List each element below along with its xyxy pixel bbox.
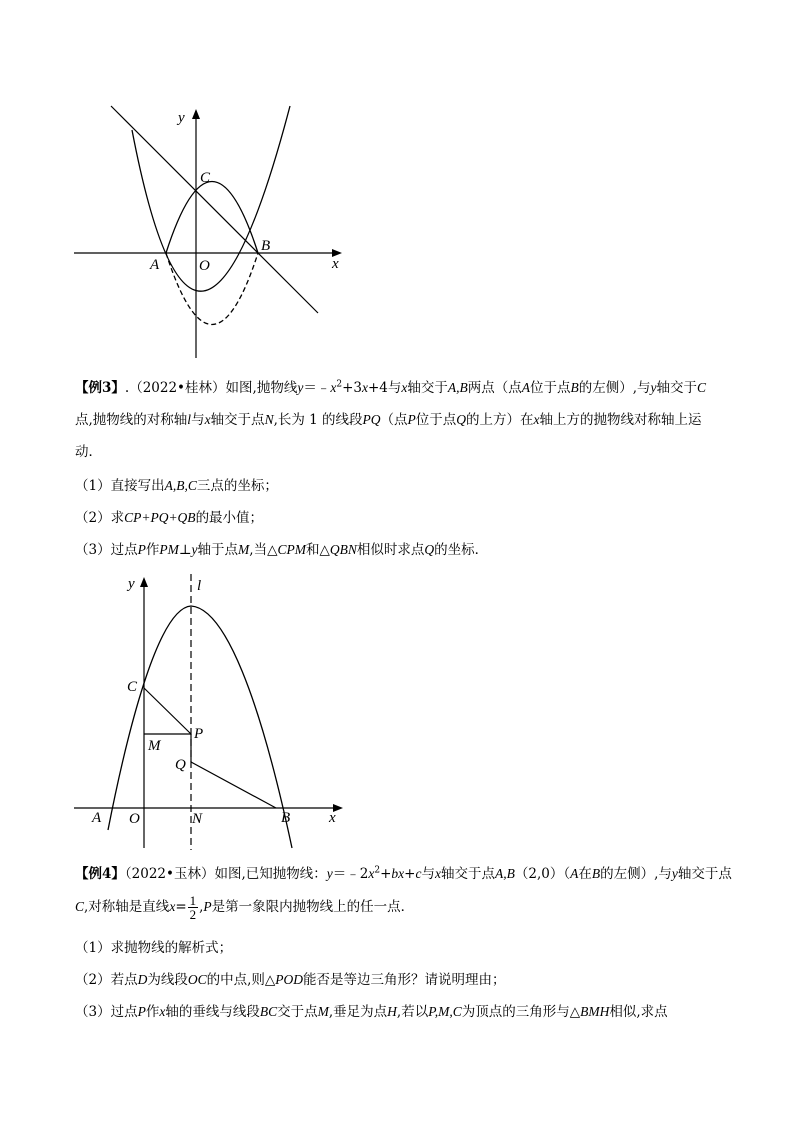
ex4-text: ,对称轴是直线: [84, 899, 170, 915]
ex4-q3-var: M: [317, 1004, 329, 1019]
ex4-q3-text: ,若以: [396, 1004, 429, 1020]
ex3-eq-x: x: [330, 380, 337, 395]
fig1-label-a: A: [150, 257, 160, 273]
ex4-q3-text: 轴的垂线与线段: [165, 1004, 260, 1020]
ex4-frac-num: 1: [189, 893, 197, 908]
ex3-var: N: [264, 412, 274, 427]
ex4-q3-text: 交于点: [277, 1004, 318, 1020]
ex4-eq-sup: 2: [374, 865, 381, 876]
ex4-q3-var: x: [159, 1004, 166, 1019]
ex4-q3-var: BMH: [580, 1004, 610, 1019]
ex3-q2-var: CP+PQ+QB: [124, 510, 196, 525]
ex3-q1-text: （1）直接写出: [75, 478, 165, 494]
ex4-text: 的左侧）,与: [600, 866, 672, 882]
ex4-var: C: [75, 899, 85, 914]
ex3-var: A: [521, 380, 530, 395]
ex3-q3-text: 和△: [305, 542, 330, 558]
ex3-q3-var: QBN: [329, 542, 357, 557]
ex4-eq-c: c: [415, 866, 422, 881]
ex4-text: （2,0）（: [514, 866, 571, 882]
ex3-eq-end: +4: [367, 380, 388, 396]
ex4-q3-var: BC: [259, 1004, 278, 1019]
ex3-question-3: [75, 538, 488, 558]
fig2-l-label: l: [197, 578, 202, 594]
ex3-text: 如图,抛物线: [225, 380, 298, 396]
ex3-var: l: [187, 412, 192, 427]
ex3-text: 与: [191, 412, 205, 428]
ex4-question-3: [75, 1000, 668, 1020]
fig2-segment-qb: [191, 762, 276, 808]
fig2-label-p: P: [194, 726, 204, 742]
ex3-q1-text: 三点的坐标；: [196, 478, 278, 494]
fig2-label-b: B: [281, 810, 291, 826]
ex3-text: 两点（点: [467, 380, 522, 396]
ex3-text: 位于点: [530, 380, 571, 396]
ex3-q1-var: A,B,C: [164, 478, 197, 493]
fig2-y-arrow: [140, 577, 148, 587]
fig1-label-b: B: [261, 238, 271, 254]
ex4-q3-var: P: [137, 1004, 146, 1019]
ex3-var: P: [407, 412, 416, 427]
ex4-eq-plus: +: [380, 866, 392, 882]
ex4-q3-text: 为顶点的三角形与△: [461, 1004, 581, 1020]
ex3-q3-text: 的坐标．: [434, 542, 489, 558]
ex3-q3-var: CPM: [277, 542, 306, 557]
ex3-q3-var: y: [191, 542, 198, 557]
fig1-label-c: C: [200, 170, 211, 186]
ex3-text: 轴上方的抛物线对称轴上运动．: [75, 412, 702, 460]
ex4-q2-text: 的中点,则△: [206, 972, 276, 988]
fig1-x-label: x: [332, 256, 339, 272]
ex3-q3-var: M: [238, 542, 250, 557]
ex4-text: 轴交于点: [440, 866, 495, 882]
ex3-q3-text: 相似时求点: [356, 542, 425, 558]
ex3-var: x: [401, 380, 408, 395]
ex3-question-2: [75, 506, 263, 526]
ex4-q3-var: P,M,C: [428, 1004, 462, 1019]
fig1-line-bc: [111, 106, 318, 313]
fig2-y-label: y: [128, 576, 135, 592]
ex3-q3-var: PM: [159, 542, 179, 557]
ex3-var: A,B: [447, 380, 468, 395]
ex3-source: .（2022•桂林）: [124, 380, 226, 396]
ex4-var: P: [203, 899, 212, 914]
ex4-text: 如图,已知抛物线：: [214, 866, 327, 882]
ex4-q3-var: H: [387, 1004, 397, 1019]
ex3-eq-y: y: [297, 380, 304, 395]
fig1-arc-dashed: [166, 253, 258, 325]
ex4-text: ,: [199, 899, 204, 915]
ex3-eq-plus: +3: [342, 380, 362, 396]
ex3-eq-eq: ＝﹣: [303, 380, 331, 396]
ex4-fraction: [188, 894, 199, 921]
ex4-q2-text: （2）若点: [75, 972, 138, 988]
ex3-text: ,长为 1 的线段: [273, 412, 363, 428]
ex3-q3-text: 轴于点: [197, 542, 239, 558]
ex3-q2-text: 的最小值；: [195, 510, 264, 526]
ex3-q3-text: ,当△: [249, 542, 278, 558]
ex3-q3-var: P: [137, 542, 146, 557]
ex3-var: x: [204, 412, 211, 427]
ex4-statement-line-1: [75, 862, 732, 882]
ex4-frac-den: 2: [189, 907, 197, 922]
ex3-text: 轴交于: [407, 380, 448, 396]
ex3-text: 轴交于点: [210, 412, 265, 428]
fig2-x-label: x: [329, 810, 336, 826]
ex4-tag: 【例4】: [75, 866, 125, 882]
fig2-label-o: O: [129, 811, 140, 827]
ex3-text: 点,抛物线的对称轴: [75, 412, 188, 428]
ex4-eq-y: y: [326, 866, 333, 881]
ex4-question-2: [75, 968, 506, 988]
ex3-var: PQ: [362, 412, 381, 427]
ex4-q2-var: POD: [275, 972, 304, 987]
fig2-label-c: C: [127, 679, 138, 695]
ex4-q3-text: 作: [145, 1004, 160, 1020]
ex4-source: （2022•玉林）: [124, 866, 215, 882]
ex3-var: x: [533, 412, 540, 427]
ex4-var: B: [591, 866, 601, 881]
ex3-q3-text: 作: [145, 542, 160, 558]
ex4-question-1: [75, 936, 232, 956]
fig2-label-q: Q: [175, 757, 186, 773]
ex3-eq-x2: x: [361, 380, 368, 395]
fig2-label-m: M: [148, 738, 161, 754]
ex3-statement: [75, 372, 723, 468]
ex3-var: C: [697, 380, 707, 395]
ex3-eq-sup: 2: [336, 379, 343, 390]
ex4-eq-x: x: [368, 866, 375, 881]
ex3-q2-text: （2）求: [75, 510, 125, 526]
ex4-q3-text: 相似,求点: [609, 1004, 668, 1020]
ex4-q2-var: OC: [187, 972, 207, 987]
ex4-var: A: [570, 866, 579, 881]
ex4-text: =: [175, 899, 187, 915]
ex3-text: 的上方）在: [466, 412, 534, 428]
ex3-text: 位于点: [415, 412, 457, 428]
ex4-q3-text: ,垂足为点: [328, 1004, 388, 1020]
ex4-var: x: [434, 866, 441, 881]
ex4-q2-var: D: [137, 972, 148, 987]
fig1-y-arrow: [192, 109, 200, 119]
ex3-text: 的左侧）,与: [578, 380, 651, 396]
figure-2: [70, 568, 360, 854]
ex3-q3-text: ⊥: [178, 542, 192, 558]
ex4-q1-text: （1）求抛物线的解析式；: [75, 940, 233, 956]
ex3-var: y: [650, 380, 657, 395]
ex4-var: x: [169, 899, 176, 914]
fig2-label-n: N: [192, 811, 203, 827]
ex4-statement-line-2: [75, 894, 414, 921]
ex4-eq-plus: +: [404, 866, 416, 882]
ex4-text: 在: [578, 866, 592, 882]
ex4-q2-text: 为线段: [147, 972, 188, 988]
fig2-label-a: A: [92, 810, 102, 826]
ex3-var: B: [570, 380, 579, 395]
ex3-text: （点: [380, 412, 408, 428]
ex4-q3-text: （3）过点: [75, 1004, 138, 1020]
fig1-label-o: O: [199, 258, 210, 274]
ex3-q3-text: （3）过点: [75, 542, 138, 558]
ex4-var: y: [671, 866, 678, 881]
ex4-q2-text: 能否是等边三角形？请说明理由；: [303, 972, 506, 988]
ex4-eq-eq: ＝﹣2: [332, 866, 369, 882]
ex3-tag: 【例3】: [75, 380, 125, 396]
fig2-segment-cp: [144, 688, 191, 734]
ex3-question-1: [75, 474, 278, 494]
ex4-var: A,B: [494, 866, 515, 881]
ex3-var: Q: [456, 412, 467, 427]
ex3-text: 与: [387, 380, 402, 396]
ex4-eq-bx: bx: [391, 866, 405, 881]
ex3-q3-var: Q: [424, 542, 435, 557]
ex4-text: 是第一象限内抛物线上的任一点．: [211, 899, 415, 915]
figure-1: [70, 100, 350, 362]
fig1-y-label: y: [178, 110, 185, 126]
ex3-text: 轴交于: [656, 380, 698, 396]
ex4-text: 与: [421, 866, 435, 882]
ex4-text: 轴交于点: [677, 866, 732, 882]
